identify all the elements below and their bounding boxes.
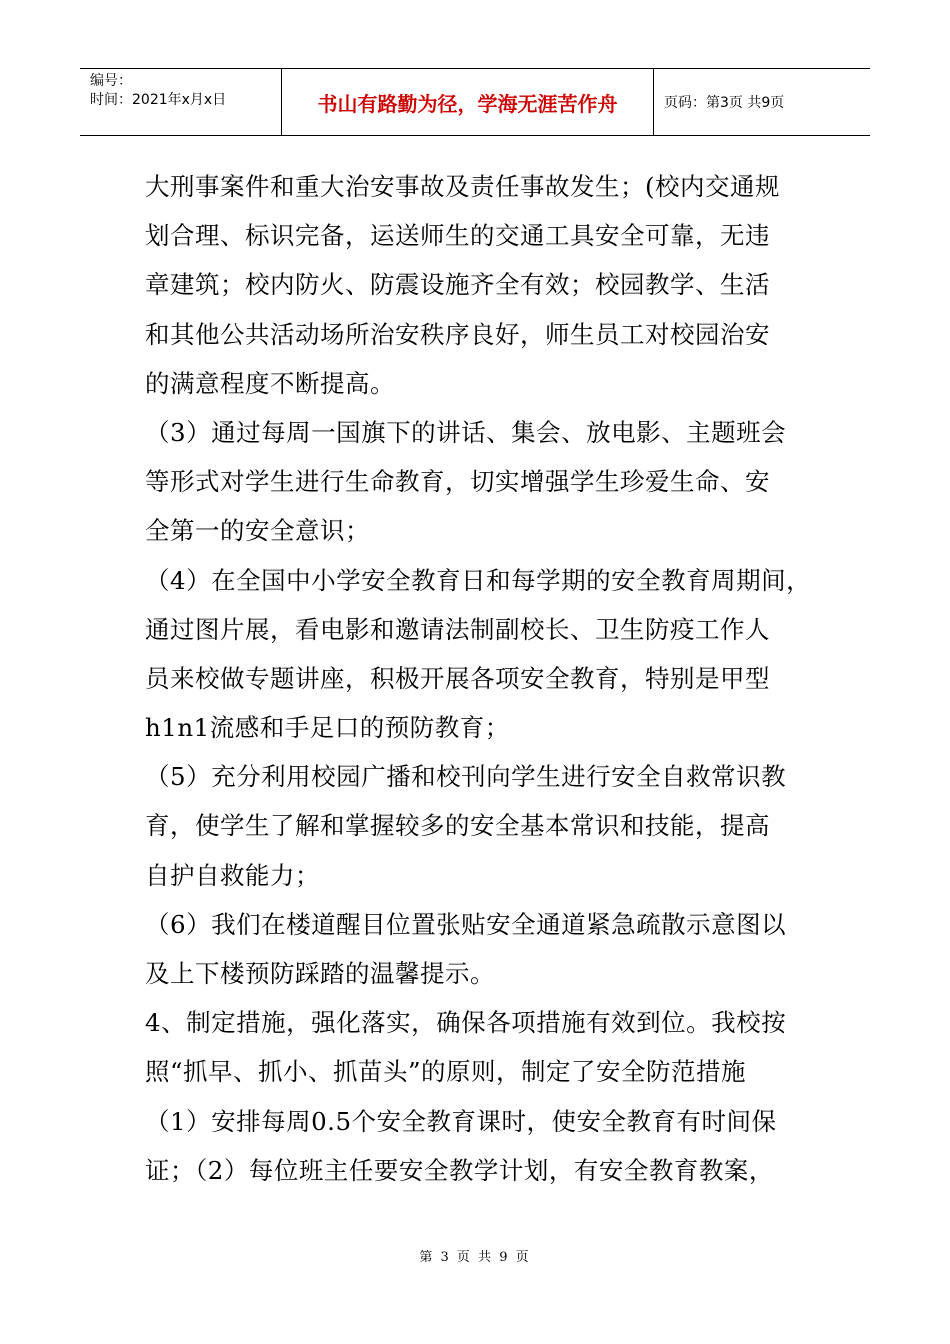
body-text-line: （5）充分利用校园广播和校刊向学生进行安全自救常识教 bbox=[145, 762, 787, 792]
body-text-line: 通过图片展，看电影和邀请法制副校长、卫生防疫工作人 bbox=[145, 614, 770, 644]
body-text-line: （1）安排每周0.5个安全教育课时，使安全教育有时间保 bbox=[145, 1106, 777, 1136]
body-text-line: 和其他公共活动场所治安秩序良好，师生员工对校园治安 bbox=[145, 319, 770, 349]
body-text-line: 全第一的安全意识； bbox=[145, 516, 370, 546]
body-text-line: 员来校做专题讲座，积极开展各项安全教育，特别是甲型 bbox=[145, 663, 770, 693]
page-footer: 第 3 页 共 9 页 bbox=[419, 1250, 531, 1265]
body-text-line: 证；（2）每位班主任要安全教学计划，有安全教育教案， bbox=[145, 1155, 774, 1185]
body-text-line: 大刑事案件和重大治安事故及责任事故发生；(校内交通规 bbox=[145, 172, 781, 201]
body-text-line: 的满意程度不断提高。 bbox=[145, 368, 395, 398]
body-text-line: （4）在全国中小学安全教育日和每学期的安全教育周期间， bbox=[145, 565, 812, 595]
body-text-line: （6）我们在楼道醒目位置张贴安全通道紧急疏散示意图以 bbox=[145, 909, 787, 939]
header-page-number: 页码：第3页 共9页 bbox=[664, 95, 785, 111]
document-date-label: 时间：2021年x月x日 bbox=[90, 92, 227, 108]
document-number-label: 编号： bbox=[90, 73, 132, 89]
body-text-line: （3）通过每周一国旗下的讲话、集会、放电影、主题班会 bbox=[145, 417, 787, 447]
body-text-line: 及上下楼预防踩踏的温馨提示。 bbox=[145, 959, 495, 988]
body-text-line: 育，使学生了解和掌握较多的安全基本常识和技能，提高 bbox=[145, 811, 770, 841]
body-text-line: h1n1流感和手足口的预防教育； bbox=[145, 713, 510, 743]
header-meta bbox=[80, 69, 282, 135]
body-text-line: 自护自救能力； bbox=[145, 860, 320, 890]
body-text-line: 章建筑；校内防火、防震设施齐全有效；校园教学、生活 bbox=[145, 270, 770, 300]
body-text-line: 照“抓早、抓小、抓苗头”的原则，制定了安全防范措施 bbox=[145, 1057, 747, 1087]
body-text-line: 等形式对学生进行生命教育，切实增强学生珍爱生命、安 bbox=[145, 467, 770, 497]
page-header bbox=[80, 68, 870, 136]
body-text-line: 4、制定措施，强化落实，确保各项措施有效到位。我校按 bbox=[145, 1008, 787, 1038]
document-body bbox=[145, 162, 825, 1195]
body-text-line: 划合理、标识完备，运送师生的交通工具安全可靠，无违 bbox=[145, 221, 770, 251]
header-motto: 书山有路勤为径，学海无涯苦作舟 bbox=[282, 69, 654, 135]
